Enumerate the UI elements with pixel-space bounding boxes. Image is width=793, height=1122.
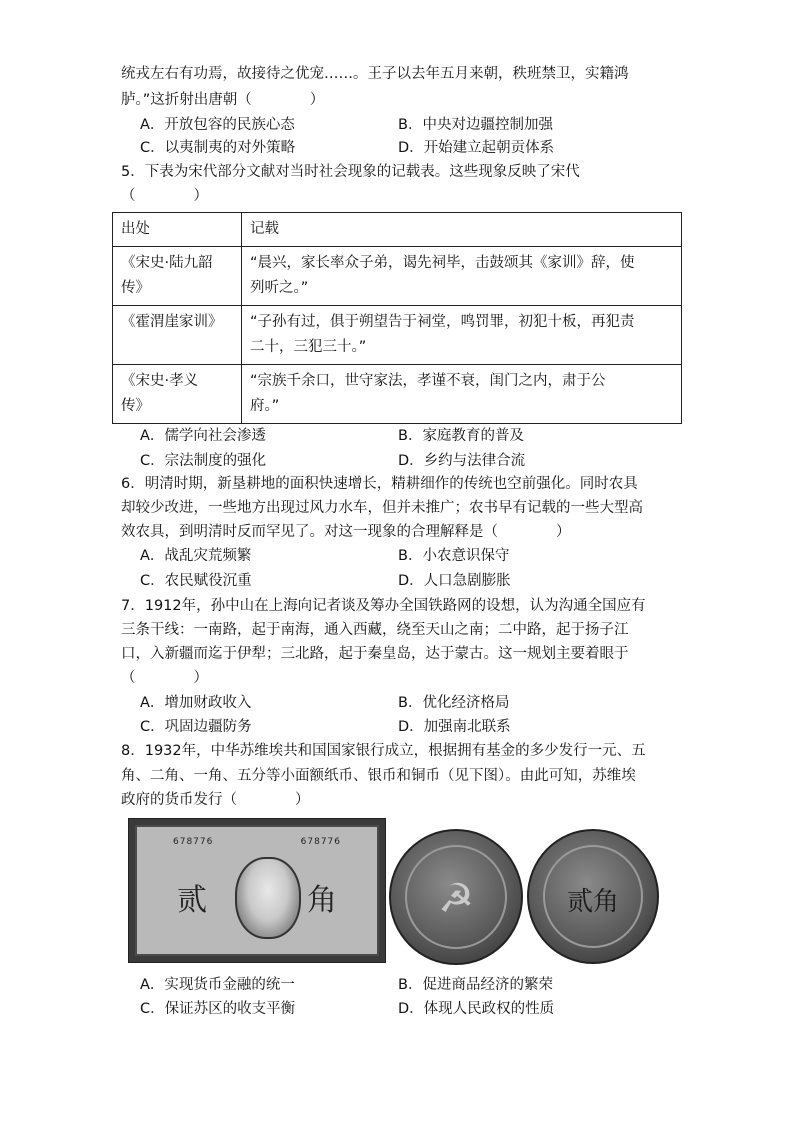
q6-option-d: D．人口急剧膨胀 (398, 573, 511, 589)
q7-text-line: （ ） (121, 670, 208, 686)
table-header-row (113, 213, 682, 247)
q8-option-d: D．体现人民政权的性质 (398, 1001, 555, 1017)
table-cell-source: 《宋史·陆九韶 传》 (113, 247, 242, 306)
table-row (113, 365, 682, 424)
banknote-serial: 678776 (173, 837, 214, 847)
table-cell-source: 《宋史·孝义 传》 (113, 365, 242, 424)
table-cell-record: “晨兴，家长率众子弟，谒先祠毕，击鼓颂其《家训》辞，使 列听之。” (242, 247, 682, 306)
q6-option-c: C．农民赋役沉重 (140, 573, 252, 589)
q6-text-line: 却较少改进，一些地方出现过风力水车，但并未推广；农书早有记载的一些大型高 (121, 500, 643, 516)
q7-option-c: C．巩固边疆防务 (140, 719, 252, 735)
q8-option-c: C．保证苏区的收支平衡 (140, 1001, 296, 1017)
q8-text-line: 8．1932年，中华苏维埃共和国国家银行成立，根据拥有基金的多少发行一元、五 (121, 743, 646, 759)
banknote-image (128, 818, 386, 963)
q5-option-b: B．家庭教育的普及 (398, 428, 524, 444)
table-header-source: 出处 (113, 213, 242, 247)
q6-option-b: B．小农意识保守 (398, 548, 510, 564)
q7-text-line: 7．1912年，孙中山在上海向记者谈及筹办全国铁路网的设想，认为沟通全国应有 (121, 598, 646, 614)
q6-text-line: 效农具，到明清时反而罕见了。对这一现象的合理解释是（ ） (121, 524, 571, 540)
q4-option-d: D．开始建立起朝贡体系 (398, 140, 555, 156)
q4-option-c: C．以夷制夷的对外策略 (140, 140, 296, 156)
q8-text-line: 政府的货币发行（ ） (121, 792, 310, 808)
q7-option-b: B．优化经济格局 (398, 695, 510, 711)
coin-front-image (389, 829, 523, 965)
banknote-serial: 678776 (300, 837, 341, 847)
q6-option-a: A．战乱灾荒频繁 (140, 548, 252, 564)
banknote-right-char: 角 (307, 883, 337, 918)
q4-option-a: A．开放包容的民族心态 (140, 117, 295, 133)
portrait-image (235, 857, 301, 939)
table-row (113, 247, 682, 306)
q5-stem-paren: （ ） (121, 188, 208, 204)
q5-stem: 5．下表为宋代部分文献对当时社会现象的记载表。这些现象反映了宋代 (121, 164, 580, 180)
banknote-left-char: 贰 (177, 883, 207, 918)
q4-option-b: B．中央对边疆控制加强 (398, 117, 553, 133)
q7-text-line: 三条干线：一南路，起于南海，通入西藏，绕至天山之南；二中路，起于扬子江 (121, 622, 629, 638)
table-cell-record: “宗族千余口，世守家法，孝谨不衰，闺门之内，肃于公 府。” (242, 365, 682, 424)
q4-text-line: 统戎左右有功焉，故接待之优宠……。王子以去年五月来朝，秩班禁卫，实籍鸿 (121, 66, 629, 82)
coin-denomination: 贰角 (566, 887, 619, 917)
table-header-record: 记载 (242, 213, 682, 247)
q8-option-a: A．实现货币金融的统一 (140, 977, 295, 993)
q5-option-c: C．宗法制度的强化 (140, 453, 267, 469)
table-cell-record: “子孙有过，俱于朔望告于祠堂，鸣罚罪，初犯十板，再犯责 二十，三犯三十。” (242, 306, 682, 365)
table-cell-source: 《霍渭崖家训》 (113, 306, 242, 365)
q5-records-table (112, 212, 682, 424)
q7-text-line: 口，入新疆而迄于伊犁；三北路，起于秦皇岛，达于蒙古。这一规划主要着眼于 (121, 646, 629, 662)
q7-option-a: A．增加财政收入 (140, 695, 252, 711)
q6-text-line: 6．明清时期，新垦耕地的面积快速增长，精耕细作的传统也空前强化。同时农具 (121, 476, 638, 492)
q7-option-d: D．加强南北联系 (398, 719, 511, 735)
q5-option-d: D．乡约与法律合流 (398, 453, 526, 469)
q5-option-a: A．儒学向社会渗透 (140, 428, 266, 444)
q4-text-line: 胪。”这折射出唐朝（ ） (121, 92, 325, 108)
coin-back-image (527, 829, 659, 964)
table-row (113, 306, 682, 365)
q8-option-b: B．促进商品经济的繁荣 (398, 977, 553, 993)
hammer-sickle-icon: ☭ (438, 876, 474, 922)
q8-text-line: 角、二角、一角、五分等小面额纸币、银币和铜币（见下图）。由此可知，苏维埃 (121, 768, 636, 784)
